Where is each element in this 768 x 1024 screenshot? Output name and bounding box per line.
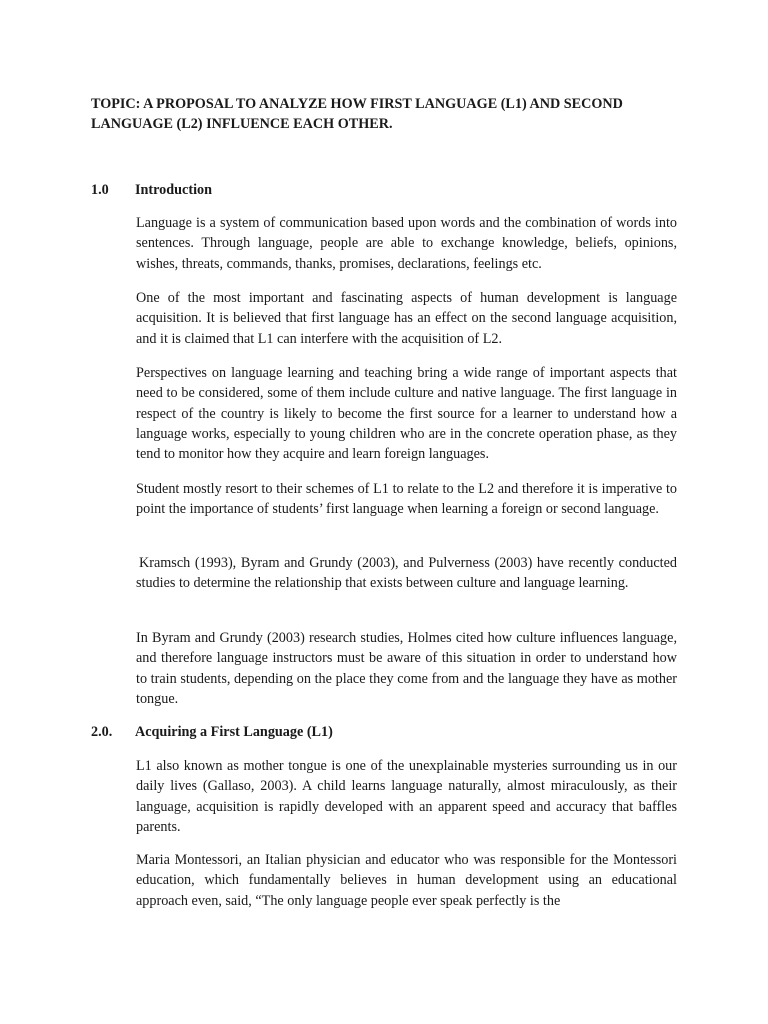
paragraph-byram-grundy: In Byram and Grundy (2003) research studies, Holmes cited how culture influences language, and therefore language instructors must be aware of this situation in order to understand how to train students, depending on the place they come from and the language they have as mother tongue. bbox=[136, 630, 677, 707]
section-title: Introduction bbox=[135, 182, 212, 198]
paragraph-kramsch-studies: Kramsch (1993), Byram and Grundy (2003), and Pulverness (2003) have recently conducted studies to determine the relationship that exists between culture and language learning. bbox=[136, 555, 677, 592]
paragraph-mother-tongue: L1 also known as mother tongue is one of the unexplainable mysteries surrounding us in our daily lives (Gallaso, 2003). A child learns language naturally, almost miraculously, as their language, acquisition is rapidly developed with an apparent speed and accuracy that baffles parents. bbox=[136, 758, 677, 835]
paragraph-language-definition: Language is a system of communication based upon words and the combination of words into sentences. Through language, people are able to exchange knowledge, beliefs, opinions, wishes, threats, commands, thanks, promises, declarations, feelings etc. bbox=[136, 215, 677, 272]
section-number: 2.0. bbox=[91, 724, 113, 740]
section-number: 1.0 bbox=[91, 182, 109, 198]
document-topic-title: TOPIC: A PROPOSAL TO ANALYZE HOW FIRST LANGUAGE (L1) AND SECOND LANGUAGE (L2) INFLUENCE EACH OTHER. bbox=[91, 96, 623, 132]
paragraph-perspectives: Perspectives on language learning and teaching bring a wide range of important aspects that need to be considered, some of them include culture and native language. The first language in respect of the country is likely to become the first source for a learner to understand how a language works, especially to young children who are in the concrete operation phase, as they tend to monitor how they acquire and learn foreign languages. bbox=[136, 365, 677, 463]
section-heading-acquiring-first-language bbox=[91, 722, 333, 742]
section-heading-introduction bbox=[91, 180, 212, 200]
paragraph-montessori: Maria Montessori, an Italian physician and educator who was responsible for the Montessori education, which fundamentally believes in human development using an educational approach even, said, “The only language people ever speak perfectly is the bbox=[136, 852, 677, 909]
section-title: Acquiring a First Language (L1) bbox=[135, 724, 333, 740]
paragraph-language-acquisition: One of the most important and fascinating aspects of human development is language acquisition. It is believed that first language has an effect on the second language acquisition, and it is claimed that L1 can interfere with the acquisition of L2. bbox=[136, 290, 677, 347]
paragraph-student-schemes: Student mostly resort to their schemes of L1 to relate to the L2 and therefore it is imperative to point the importance of students’ first language when learning a foreign or second language. bbox=[136, 481, 677, 518]
